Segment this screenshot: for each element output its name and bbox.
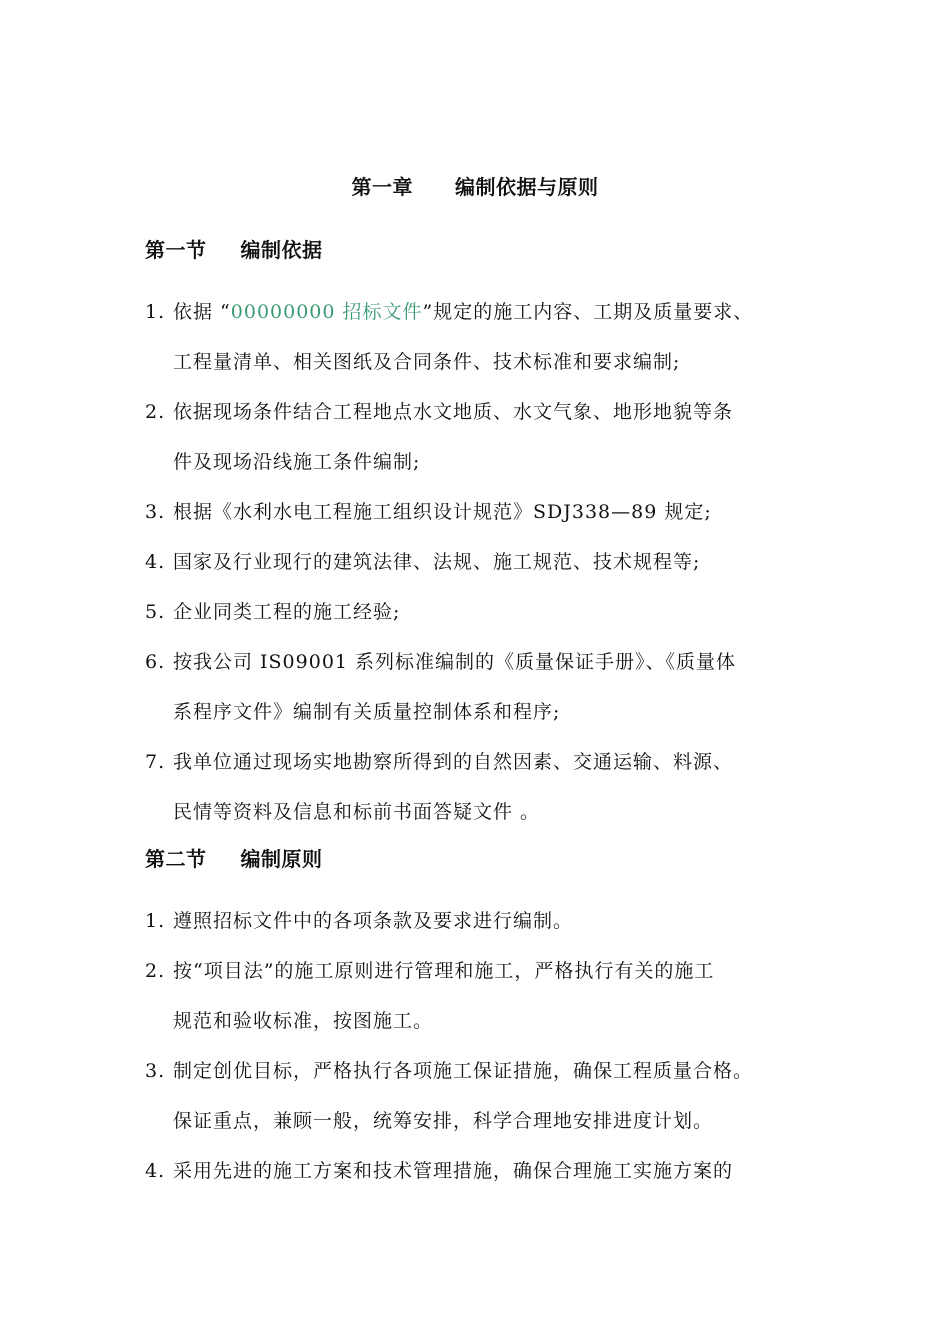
item-text-line2: 件及现场沿线施工条件编制;	[173, 451, 421, 473]
list-item	[145, 587, 845, 637]
tender-document-link-text: 00000000 招标文件	[230, 301, 423, 323]
list-item	[145, 946, 845, 1046]
section-title-basis	[145, 235, 323, 265]
item-number: 5.	[145, 601, 166, 623]
section-title-principles	[145, 844, 323, 874]
section-number: 第一节	[145, 238, 207, 262]
item-number: 2.	[145, 960, 166, 982]
section-title-text: 编制原则	[240, 847, 323, 871]
item-text-line2: 保证重点，兼顾一般，统筹安排，科学合理地安排进度计划。	[173, 1110, 714, 1132]
item-text-line1: 制定创优目标，严格执行各项施工保证措施，确保工程质量合格。	[173, 1060, 754, 1082]
item-text-line1: 依据现场条件结合工程地点水文地质、水文气象、地形地貌等条	[173, 401, 734, 423]
item-number: 7.	[145, 751, 166, 773]
item-text-line1: 国家及行业现行的建筑法律、法规、施工规范、技术规程等;	[173, 551, 701, 573]
list-item	[145, 537, 845, 587]
list-item	[145, 896, 845, 946]
list-item	[145, 637, 845, 737]
item-number: 1.	[145, 910, 166, 932]
list-item	[145, 1146, 845, 1196]
item-text-line1: 按“项目法”的施工原则进行管理和施工，严格执行有关的施工	[173, 960, 715, 982]
section-number: 第二节	[145, 847, 207, 871]
item-number: 3.	[145, 501, 166, 523]
item-text-line1: 采用先进的施工方案和技术管理措施，确保合理施工实施方案的	[173, 1160, 734, 1182]
item-number: 6.	[145, 651, 166, 673]
item-number: 1.	[145, 301, 166, 323]
item-number: 3.	[145, 1060, 166, 1082]
item-number: 4.	[145, 1160, 166, 1182]
item-text-line1: 按我公司 IS09001 系列标准编制的《质量保证手册》、《质量体	[173, 651, 737, 673]
item-text-line2: 系程序文件》编制有关质量控制体系和程序;	[173, 701, 561, 723]
item-text-line1: 企业同类工程的施工经验;	[173, 601, 401, 623]
list-item	[145, 287, 845, 387]
item-text-line1: 根据《水利水电工程施工组织设计规范》SDJ338—89 规定;	[173, 501, 712, 523]
chapter-title	[0, 172, 950, 202]
item-text-line2: 工程量清单、相关图纸及合同条件、技术标准和要求编制;	[173, 351, 681, 373]
item-text-line1: 遵照招标文件中的各项条款及要求进行编制。	[173, 910, 574, 932]
list-item	[145, 487, 845, 537]
item-text-line2: 规范和验收标准，按图施工。	[173, 1010, 434, 1032]
item-text-line2: 民情等资料及信息和标前书面答疑文件 。	[173, 801, 541, 823]
list-item	[145, 387, 845, 487]
list-item	[145, 737, 845, 837]
item-text-pre: 依据 “	[173, 301, 231, 323]
chapter-number: 第一章	[351, 175, 413, 199]
chapter-title-text: 编制依据与原则	[455, 175, 599, 199]
item-text-line1: 我单位通过现场实地勘察所得到的自然因素、交通运输、料源、	[173, 751, 734, 773]
item-text-post: ”规定的施工内容、工期及质量要求、	[422, 301, 754, 323]
item-number: 4.	[145, 551, 166, 573]
item-number: 2.	[145, 401, 166, 423]
list-item	[145, 1046, 845, 1146]
section-title-text: 编制依据	[240, 238, 323, 262]
